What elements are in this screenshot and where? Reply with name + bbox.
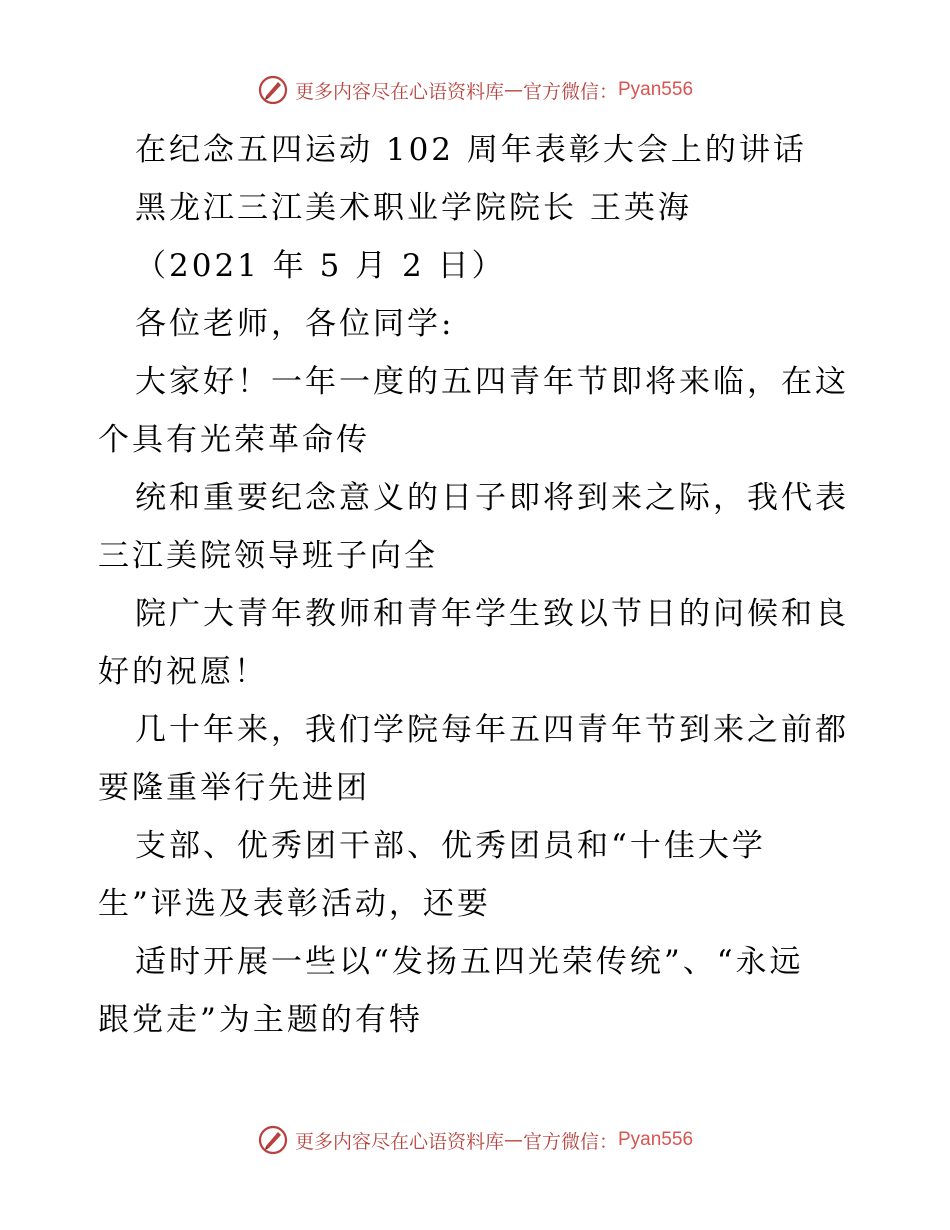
paragraph-line: 统和重要纪念意义的日子即将到来之际，我代表 bbox=[135, 480, 849, 516]
paragraph-line: 院广大青年教师和青年学生致以节日的问候和良 bbox=[135, 596, 849, 632]
paragraph-line: 三江美院领导班子向全 bbox=[98, 538, 438, 574]
document-date: （2021 年 5 月 2 日） bbox=[135, 248, 506, 284]
watermark-banner-top bbox=[0, 70, 950, 110]
paragraph-line: 适时开展一些以“发扬五四光荣传统”、“永远 bbox=[135, 944, 804, 980]
seal-logo-icon bbox=[257, 1124, 289, 1156]
paragraph-lines bbox=[98, 353, 858, 1049]
watermark-wechat-id: Pyan556 bbox=[618, 79, 694, 100]
paragraph-line: 大家好！一年一度的五四青年节即将来临，在这 bbox=[135, 364, 849, 400]
paragraph-line: 好的祝愿！ bbox=[98, 654, 268, 690]
watermark-separator: — bbox=[503, 79, 523, 101]
document-body bbox=[98, 121, 858, 1049]
paragraph-line: 生”评选及表彰活动，还要 bbox=[98, 886, 491, 922]
paragraph-line: 几十年来，我们学院每年五四青年节到来之前都 bbox=[135, 712, 849, 748]
watermark-library-text: 更多内容尽在心语资料库 bbox=[294, 1130, 504, 1153]
seal-logo-icon bbox=[257, 74, 289, 106]
document-author: 黑龙江三江美术职业学院院长 王英海 bbox=[135, 190, 692, 226]
watermark-separator: — bbox=[503, 1129, 523, 1151]
watermark-wechat-label: 官方微信： bbox=[522, 80, 618, 103]
document-greeting: 各位老师，各位同学: bbox=[135, 306, 455, 342]
paragraph-line: 支部、优秀团干部、优秀团员和“十佳大学 bbox=[135, 828, 766, 864]
watermark-banner-bottom bbox=[0, 1120, 950, 1160]
watermark-library-text: 更多内容尽在心语资料库 bbox=[294, 80, 504, 103]
paragraph-line: 要隆重举行先进团 bbox=[98, 770, 370, 806]
document-title: 在纪念五四运动 102 周年表彰大会上的讲话 bbox=[135, 132, 807, 168]
watermark-wechat-id: Pyan556 bbox=[618, 1129, 694, 1150]
watermark-wechat-label: 官方微信： bbox=[522, 1130, 618, 1153]
paragraph-line: 个具有光荣革命传 bbox=[98, 422, 370, 458]
paragraph-line: 跟党走”为主题的有特 bbox=[98, 1002, 423, 1038]
